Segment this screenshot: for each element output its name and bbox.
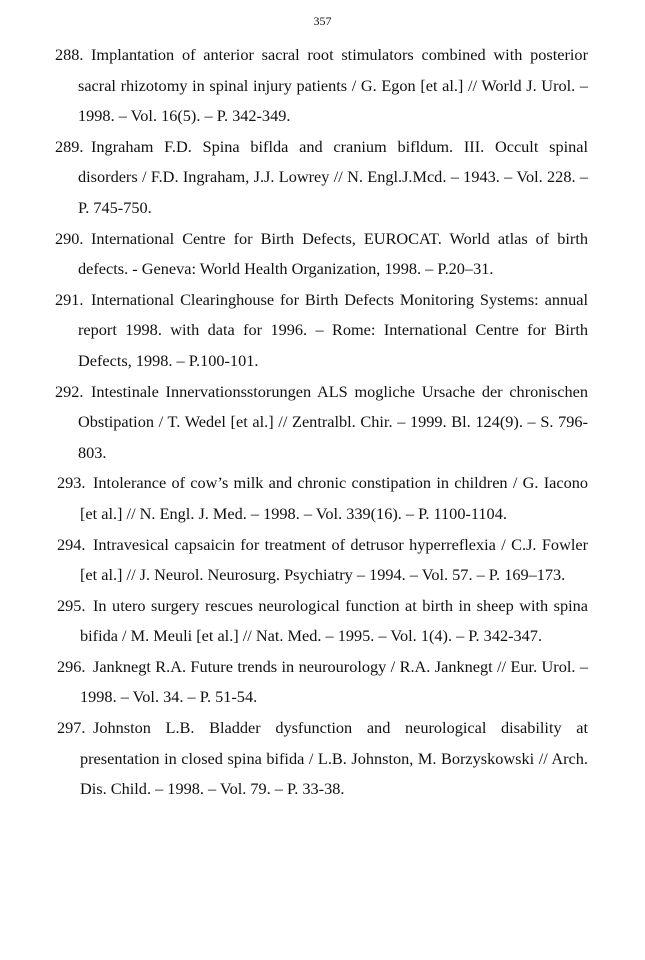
reference-text: In utero surgery rescues neurological function at birth in sheep with spina bifida / M. Meuli [et al.] // Nat. Med. – 1995. – Vol. 1(4). – P. 342-347. (80, 595, 588, 646)
reference-item (0, 591, 645, 652)
reference-number: 289. (55, 136, 84, 156)
reference-number: 293. (57, 473, 86, 493)
reference-item (0, 40, 645, 132)
reference-item (0, 468, 645, 529)
reference-text: Ingraham F.D. Spina biflda and cranium bifldum. III. Occult spinal disorders / F.D. Ingraham, J.J. Lowrey // N. Engl.J.Mcd. – 1943. – Vol. 228. – P. 745-750. (78, 136, 588, 217)
reference-text: Janknegt R.A. Future trends in neurourology / R.A. Janknegt // Eur. Urol. – 1998. – Vol. 34. – P. 51-54. (80, 656, 588, 707)
reference-text: International Clearinghouse for Birth Defects Monitoring Systems: annual report 1998. with data for 1996. – Rome: International Centre for Birth Defects, 1998. – P.100-101. (78, 289, 588, 370)
page-number: 357 (313, 14, 332, 28)
reference-item (0, 224, 645, 285)
reference-text: Intravesical capsaicin for treatment of detrusor hyperreflexia / C.J. Fowler [et al.] // J. Neurol. Neurosurg. Psychiatry – 1994. – Vol. 57. – P. 169–173. (80, 534, 588, 585)
reference-text: Intolerance of cow’s milk and chronic constipation in children / G. Iacono [et al.] // N. Engl. J. Med. – 1998. – Vol. 339(16). – P. 1100-1104. (80, 473, 588, 523)
reference-number: 290. (55, 228, 84, 248)
reference-text: International Centre for Birth Defects, EUROCAT. World atlas of birth defects. - Geneva: World Health Organization, 1998. – P.20–31. (78, 228, 588, 279)
reference-list (0, 40, 645, 805)
reference-number: 288. (55, 45, 84, 64)
reference-text: Intestinale Innervationsstorungen ALS mogliche Ursache der chronischen Obstipation / T. Wedel [et al.] // Zentralbl. Chir. – 1999. Bl. 124(9). – S. 796-803. (78, 381, 588, 462)
reference-number: 294. (57, 534, 86, 554)
reference-number: 296. (57, 656, 86, 676)
reference-number: 295. (57, 595, 86, 615)
reference-item (0, 285, 645, 377)
reference-number: 297. (57, 718, 86, 738)
reference-item (0, 132, 645, 224)
reference-text: Johnston L.B. Bladder dysfunction and neurological disability at presentation in closed spina bifida / L.B. Johnston, M. Borzyskowski // Arch. Dis. Child. – 1998. – Vol. 79. – P. 33-38. (80, 718, 588, 799)
reference-text: Implantation of anterior sacral root stimulators combined with posterior sacral rhizotomy in spinal injury patients / G. Egon [et al.] // World J. Urol. – 1998. – Vol. 16(5). – P. 342-349. (78, 45, 588, 126)
reference-number: 291. (55, 289, 84, 309)
reference-item (0, 530, 645, 591)
reference-item (0, 652, 645, 713)
reference-number: 292. (55, 381, 84, 401)
reference-item (0, 377, 645, 469)
reference-item (0, 713, 645, 805)
